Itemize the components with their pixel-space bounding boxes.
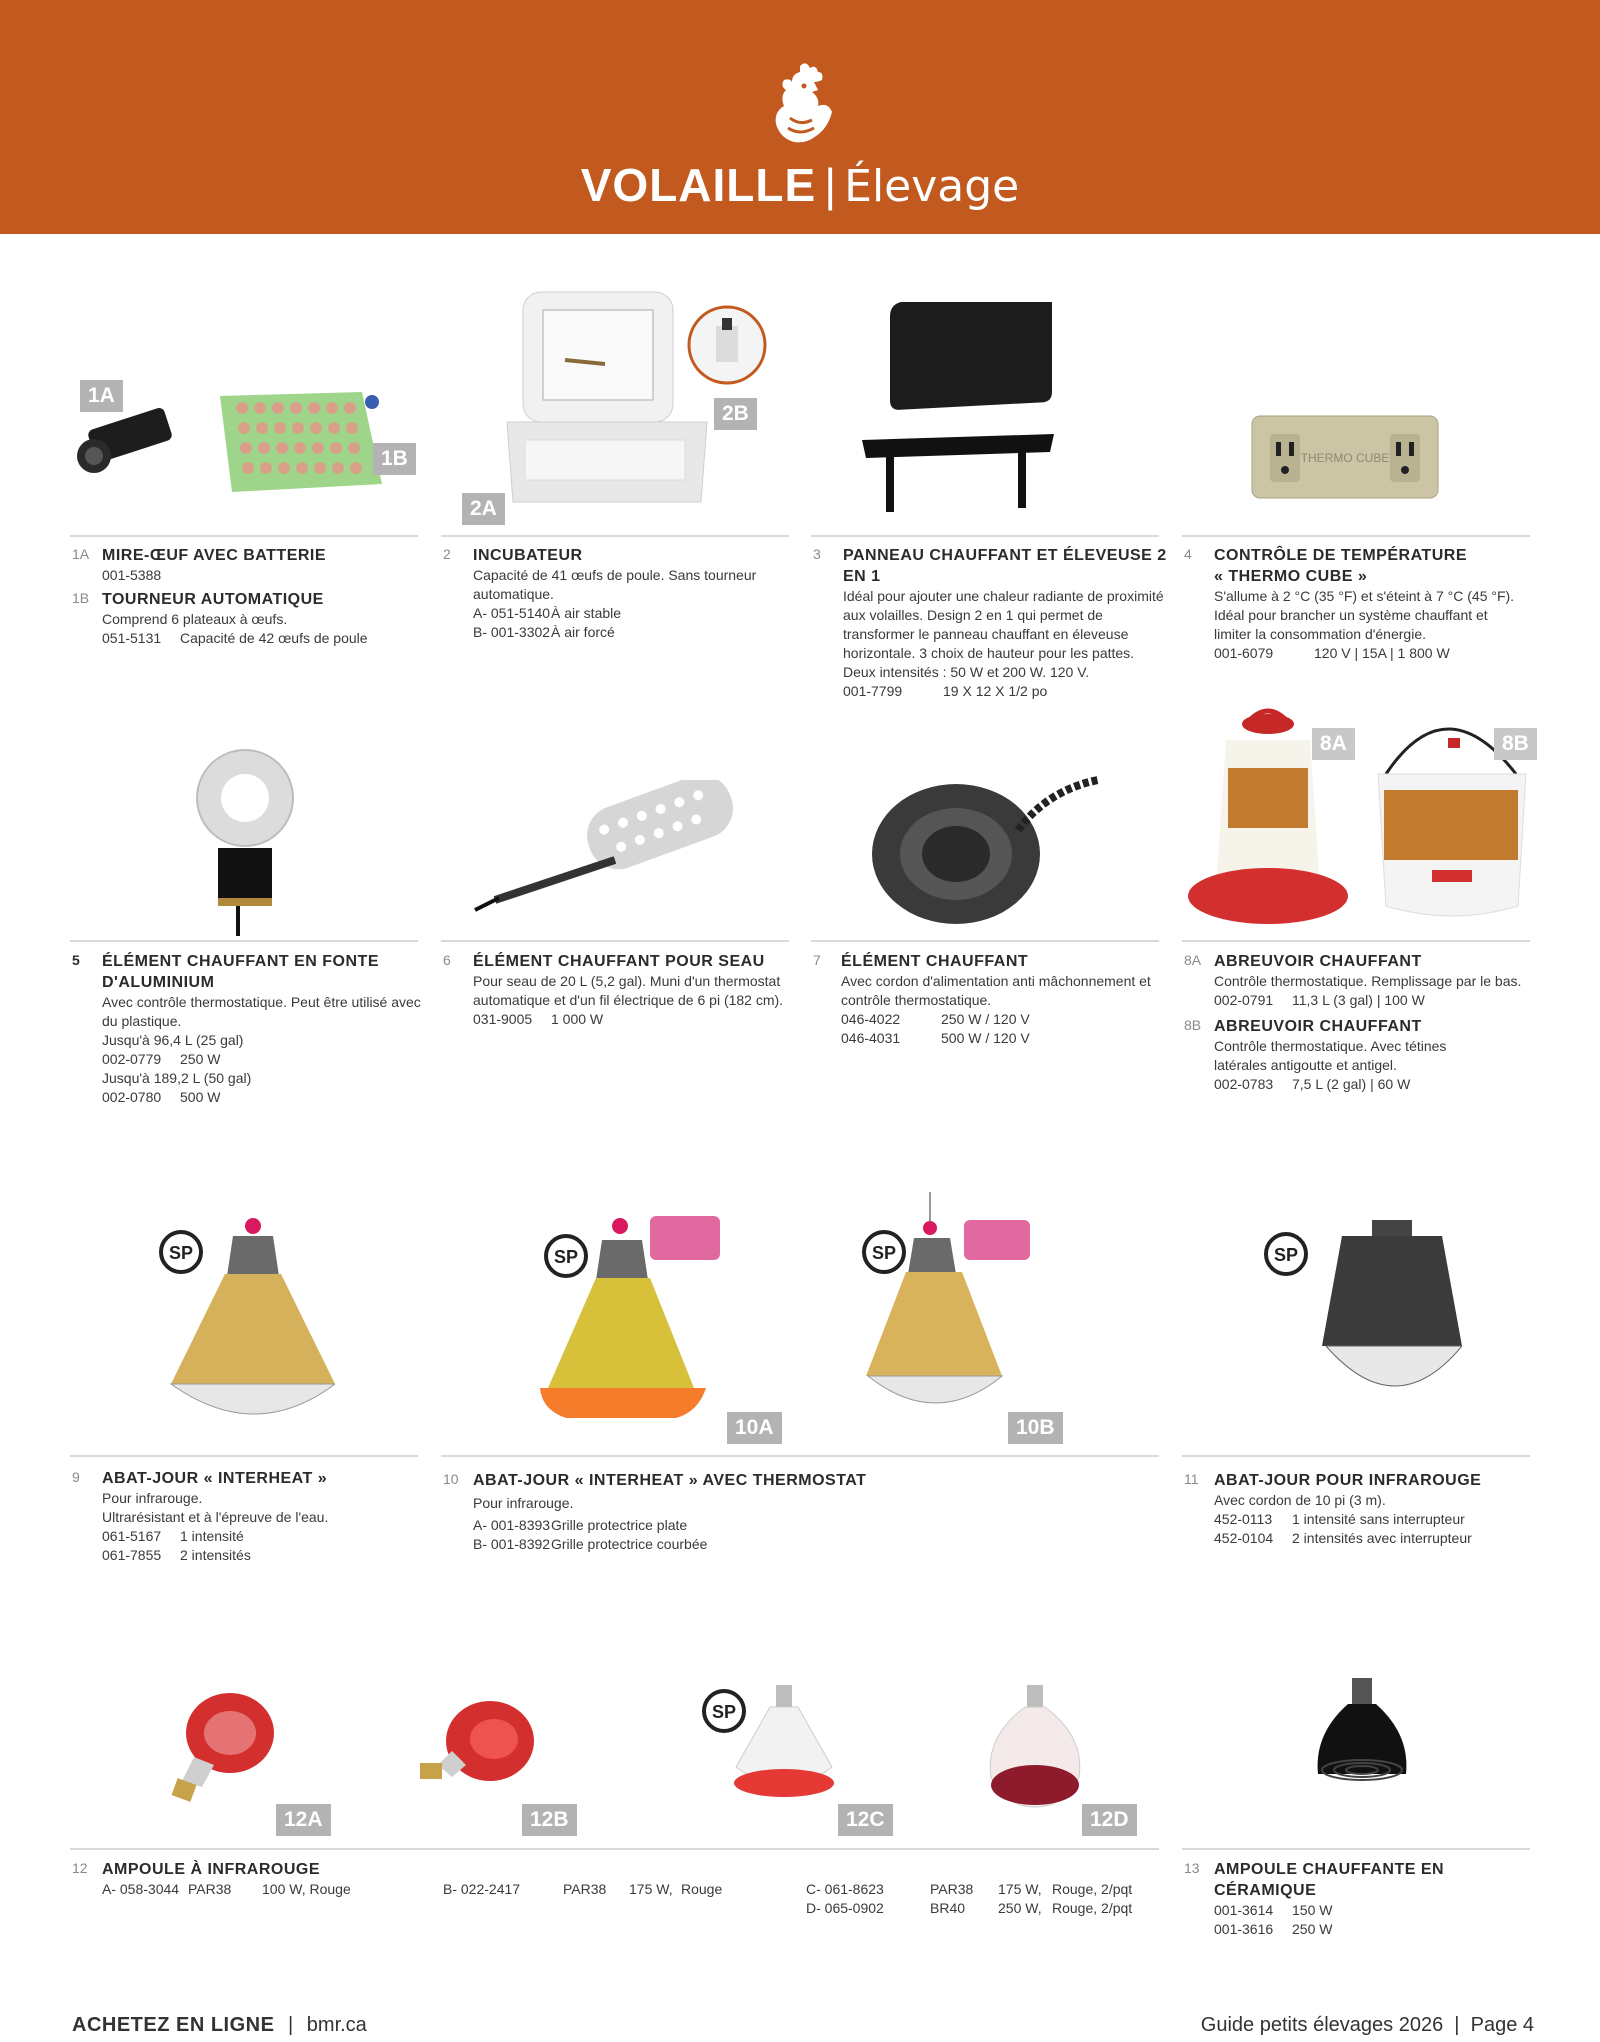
product-spec: 1 intensité [180, 1528, 244, 1544]
product-spec: 11,3 L (3 gal) | 100 W [1292, 992, 1425, 1008]
product-spec: 250 W [1292, 1921, 1333, 1937]
product-description: limiter la consommation d'énergie. [1214, 626, 1426, 642]
footer-shop-label: ACHETEZ EN LIGNE [72, 2014, 275, 2036]
product-description: Avec cordon d'alimentation anti mâchonnement et [841, 973, 1151, 989]
product-8 [1184, 951, 1544, 1094]
product-capacity: Jusqu'à 189,2 L (50 gal) [102, 1070, 252, 1086]
product-code: A- 051-5140 [473, 605, 551, 621]
product-spec: 250 W [180, 1051, 221, 1067]
divider [70, 535, 418, 537]
item-number: 5 [72, 952, 80, 968]
egg-candler-image [70, 400, 190, 490]
footer-separator: | [288, 2014, 294, 2036]
product-12b-line [443, 1880, 743, 1899]
product-code: 452-0104 [1214, 1530, 1274, 1546]
product-watt: 175 W, [629, 1881, 673, 1897]
interheat-curved-shade-image [860, 1192, 1060, 1444]
footer-shop-online [72, 2014, 367, 2037]
product-name: ABAT-JOUR « INTERHEAT » AVEC THERMOSTAT [473, 1472, 867, 1489]
product-code: B- 022-2417 [443, 1881, 521, 1897]
product-capacity: Jusqu'à 96,4 L (25 gal) [102, 1032, 244, 1048]
product-description: automatique et d'un fil électrique de 6 pi (182 cm). [473, 992, 784, 1008]
product-6 [443, 951, 803, 1029]
heating-element-image [868, 770, 1108, 930]
product-code: 046-4022 [841, 1011, 901, 1027]
interheat-thermostat-shade-image [540, 1212, 730, 1444]
product-description: Deux intensités : 50 W et 200 W. 120 V. [843, 664, 1090, 680]
svg-text:SP: SP [711, 1702, 737, 1722]
divider [811, 535, 1159, 537]
product-description: Contrôle thermostatique. Remplissage par le bas. [1214, 973, 1522, 989]
product-spec: 19 X 12 X 1/2 po [943, 683, 1048, 699]
product-description: automatique. [473, 586, 554, 602]
product-spec: 500 W [180, 1089, 221, 1105]
item-number: 8A [1184, 952, 1202, 968]
product-4 [1184, 545, 1544, 663]
thermo-cube-label: THERMO CUBE [1300, 451, 1390, 465]
footer-page-info: Guide petits élevages 2026 | Page 4 [1200, 2014, 1534, 2036]
item-number: 7 [813, 952, 821, 968]
item-number: 11 [1184, 1471, 1199, 1487]
product-spec: À air forcé [551, 624, 615, 640]
infrared-bulb-d-image [985, 1685, 1085, 1815]
product-13 [1184, 1859, 1544, 1939]
divider [70, 1848, 1159, 1850]
product-description: Pour seau de 20 L (5,2 gal). Muni d'un thermostat [473, 973, 781, 989]
divider [441, 940, 789, 942]
product-description: Avec cordon de 10 pi (3 m). [1214, 1492, 1386, 1508]
egg-turner-image [212, 388, 390, 500]
product-spec: 2 intensités avec interrupteur [1292, 1530, 1472, 1546]
product-description: du plastique. [102, 1013, 182, 1029]
product-name: ÉLÉMENT CHAUFFANT EN FONTE [102, 953, 379, 970]
tag-2a: 2A [462, 493, 505, 525]
product-code: A- 058-3044 [102, 1881, 180, 1897]
product-9 [72, 1468, 432, 1565]
product-description: Idéal pour ajouter une chaleur radiante de proximité [843, 588, 1164, 604]
bulb-type: PAR38 [930, 1881, 974, 1897]
tag-1a: 1A [80, 380, 123, 412]
footer-site-link[interactable]: bmr.ca [306, 2014, 367, 2036]
tag-10a: 10A [727, 1412, 782, 1444]
item-number: 1A [72, 546, 90, 562]
item-number: 3 [813, 546, 821, 562]
divider [1182, 1455, 1530, 1457]
product-code: A- 001-8393 [473, 1517, 551, 1533]
product-name: ABAT-JOUR POUR INFRAROUGE [1214, 1472, 1482, 1489]
tag-12b: 12B [522, 1804, 577, 1836]
product-name: AMPOULE À INFRAROUGE [102, 1861, 320, 1878]
product-description: transformer le panneau chauffant en éleveuse [843, 626, 1129, 642]
product-description: Comprend 6 plateaux à œufs. [102, 611, 288, 627]
product-spec: 150 W [1292, 1902, 1333, 1918]
product-name: TOURNEUR AUTOMATIQUE [102, 591, 324, 608]
infrared-shade-image [1262, 1212, 1462, 1422]
product-description: Pour infrarouge. [102, 1490, 203, 1506]
product-spec: 120 V | 15A | 1 800 W [1314, 645, 1450, 661]
product-description: contrôle thermostatique. [841, 992, 992, 1008]
product-code: C- 061-8623 [806, 1881, 884, 1897]
product-code: D- 065-0902 [806, 1900, 884, 1916]
infrared-bulb-c-image [700, 1685, 840, 1815]
item-number: 6 [443, 952, 451, 968]
product-10 [443, 1470, 943, 1554]
ceramic-bulb-image [1312, 1678, 1412, 1808]
product-code: 002-0780 [102, 1089, 162, 1105]
svg-text:SP: SP [553, 1247, 579, 1267]
product-color: Rouge, 2/pqt [1052, 1881, 1133, 1897]
product-12cd-lines [806, 1880, 1166, 1918]
product-spec: 1 000 W [551, 1011, 604, 1027]
item-number: 1B [72, 590, 90, 606]
product-code: 061-7855 [102, 1547, 162, 1563]
item-number: 12 [72, 1860, 88, 1876]
product-name: « THERMO CUBE » [1214, 568, 1368, 585]
item-number: 8B [1184, 1017, 1202, 1033]
divider [70, 1455, 418, 1457]
tag-8b: 8B [1494, 728, 1537, 760]
thermo-cube-image [1250, 412, 1440, 502]
divider [1182, 1848, 1530, 1850]
product-name: ABAT-JOUR « INTERHEAT » [102, 1470, 328, 1487]
infrared-bulb-a-image [160, 1685, 280, 1805]
tag-2b: 2B [714, 398, 757, 430]
tag-12c: 12C [838, 1804, 893, 1836]
tag-10b: 10B [1008, 1412, 1063, 1444]
product-7 [813, 951, 1173, 1048]
bucket-heater-image [465, 780, 755, 920]
page-title: VOLAILLE | Élevage [580, 159, 1020, 212]
product-code: 001-3614 [1214, 1902, 1274, 1918]
product-color: Rouge [681, 1881, 723, 1897]
divider [1182, 940, 1530, 942]
svg-text:SP: SP [168, 1243, 194, 1263]
tag-1b: 1B [373, 443, 416, 475]
incubator-image [505, 290, 715, 512]
divider [441, 535, 789, 537]
product-12 [72, 1859, 432, 1899]
product-code: 001-5388 [102, 567, 162, 583]
rooster-icon [770, 62, 836, 148]
product-spec: 250 W / 120 V [941, 1011, 1030, 1027]
product-spec: Grille protectrice plate [551, 1517, 688, 1533]
product-code: 002-0791 [1214, 992, 1274, 1008]
product-code: 001-6079 [1214, 645, 1274, 661]
product-description: aux volailles. Design 2 en 1 qui permet de [843, 607, 1103, 623]
tag-12a: 12A [276, 1804, 331, 1836]
product-name: CONTRÔLE DE TEMPÉRATURE [1214, 547, 1467, 564]
product-name: INCUBATEUR [473, 547, 583, 564]
product-spec: À air stable [551, 605, 622, 621]
product-description: Avec contrôle thermostatique. Peut être utilisé avec [102, 994, 421, 1010]
divider [811, 940, 1159, 942]
item-number: 10 [443, 1471, 459, 1487]
item-number: 2 [443, 546, 451, 562]
product-description: Capacité de 41 œufs de poule. Sans tourneur [473, 567, 757, 583]
svg-text:SP: SP [871, 1243, 897, 1263]
product-code: B- 001-8392 [473, 1536, 551, 1552]
product-spec: 2 intensités [180, 1547, 251, 1563]
product-description: S'allume à 2 °C (35 °F) et s'éteint à 7 °C (45 °F). [1214, 588, 1515, 604]
product-5 [72, 951, 432, 1107]
product-code: B- 001-3302 [473, 624, 551, 640]
product-name: ÉLÉMENT CHAUFFANT [841, 953, 1029, 970]
infrared-bulb-b-image [412, 1685, 542, 1805]
product-3 [813, 545, 1173, 701]
product-name: MIRE-ŒUF AVEC BATTERIE [102, 547, 327, 564]
product-description: latérales antigoutte et antigel. [1214, 1057, 1397, 1073]
product-name: ABREUVOIR CHAUFFANT [1214, 1018, 1422, 1035]
header-band [0, 0, 1600, 234]
incubator-detail-image [686, 304, 768, 386]
item-number: 13 [1184, 1860, 1200, 1876]
product-name: ABREUVOIR CHAUFFANT [1214, 953, 1422, 970]
item-number: 9 [72, 1469, 80, 1485]
product-code: 452-0113 [1214, 1511, 1273, 1527]
aluminum-heater-image [190, 748, 300, 938]
bulb-type: PAR38 [563, 1881, 607, 1897]
product-name: D'ALUMINIUM [102, 974, 215, 991]
svg-text:SP: SP [1273, 1245, 1299, 1265]
product-2 [443, 545, 793, 642]
product-name: AMPOULE CHAUFFANTE EN CÉRAMIQUE [1214, 1861, 1445, 1899]
product-description: Contrôle thermostatique. Avec tétines [1214, 1038, 1447, 1054]
product-color: Rouge, 2/pqt [1052, 1900, 1133, 1916]
product-description: horizontale. 3 choix de hauteur pour les pattes. [843, 645, 1135, 661]
product-11 [1184, 1470, 1544, 1548]
bulb-type: PAR38 [188, 1881, 232, 1897]
product-spec: 500 W / 120 V [941, 1030, 1030, 1046]
product-description: Idéal pour brancher un système chauffant et [1214, 607, 1488, 623]
product-code: 002-0783 [1214, 1076, 1274, 1092]
tag-12d: 12D [1082, 1804, 1137, 1836]
product-code: 001-7799 [843, 683, 903, 699]
heating-panel-image [858, 302, 1058, 520]
product-spec: Capacité de 42 œufs de poule [180, 630, 368, 646]
product-name: PANNEAU CHAUFFANT ET ÉLEVEUSE 2 EN 1 [843, 547, 1167, 585]
product-code: 051-5131 [102, 630, 162, 646]
interheat-shade-image [155, 1212, 335, 1444]
product-description: Ultrarésistant et à l'épreuve de l'eau. [102, 1509, 329, 1525]
product-code: 061-5167 [102, 1528, 162, 1544]
product-spec: 7,5 L (2 gal) | 60 W [1292, 1076, 1411, 1092]
divider [1182, 535, 1530, 537]
tag-8a: 8A [1312, 728, 1355, 760]
item-number: 4 [1184, 546, 1192, 562]
product-spec: Grille protectrice courbée [551, 1536, 708, 1552]
product-spec: 100 W, Rouge [262, 1881, 351, 1897]
divider [70, 940, 418, 942]
product-code: 046-4031 [841, 1030, 901, 1046]
product-watt: 175 W, [998, 1881, 1042, 1897]
product-1 [72, 545, 422, 648]
product-description: Pour infrarouge. [473, 1495, 574, 1511]
product-code: 001-3616 [1214, 1921, 1274, 1937]
product-code: 031-9005 [473, 1011, 533, 1027]
divider [441, 1455, 1159, 1457]
product-watt: 250 W, [998, 1900, 1042, 1916]
product-spec: 1 intensité sans interrupteur [1292, 1511, 1465, 1527]
product-code: 002-0779 [102, 1051, 162, 1067]
product-name: ÉLÉMENT CHAUFFANT POUR SEAU [473, 953, 765, 970]
bulb-type: BR40 [930, 1900, 966, 1916]
